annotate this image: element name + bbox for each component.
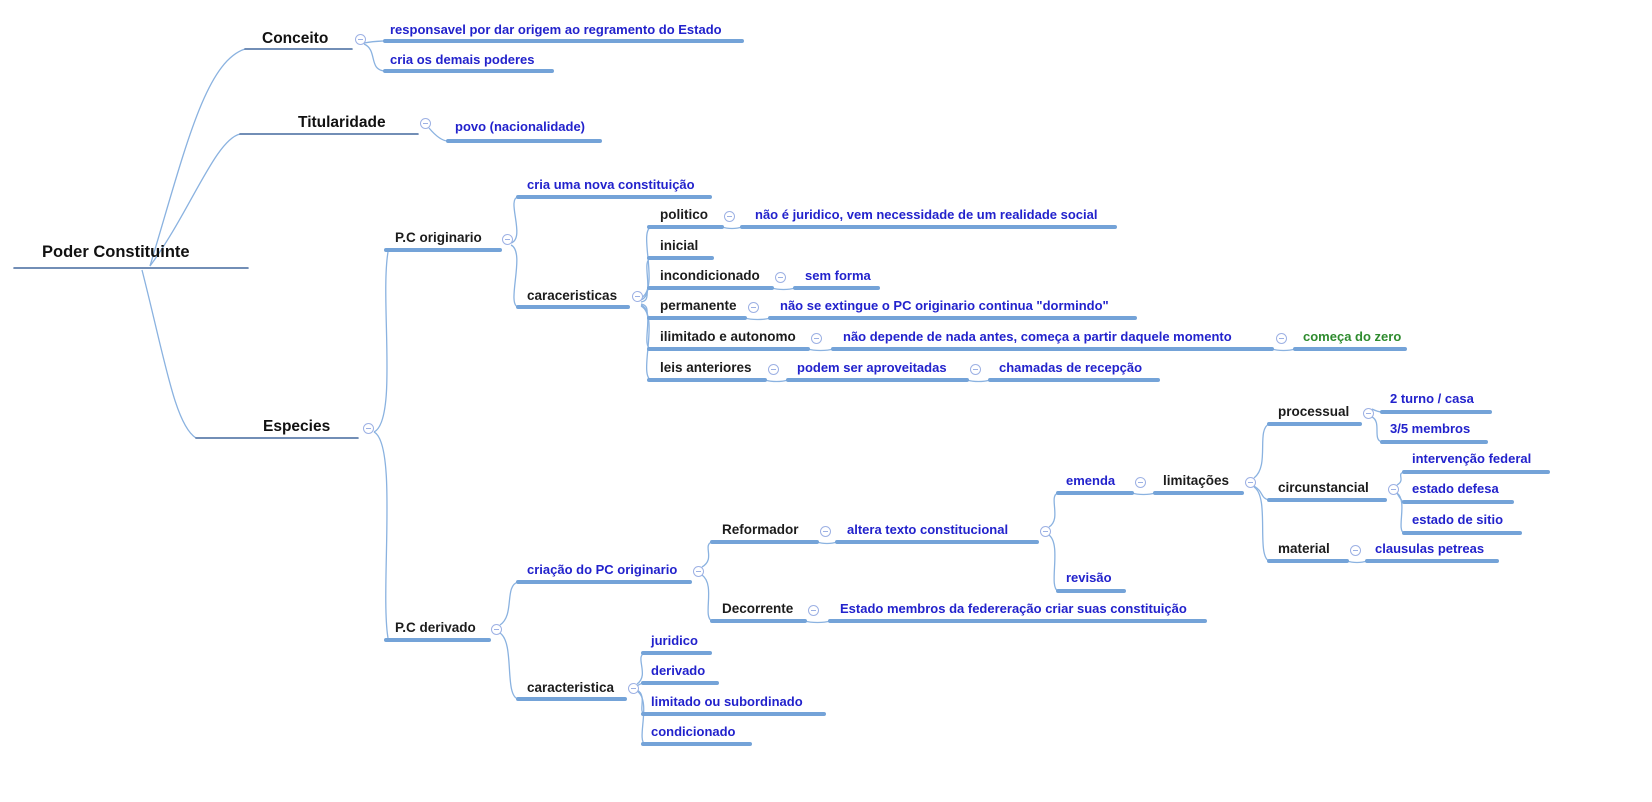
node-caracteristica[interactable]: caracteristica (527, 680, 615, 695)
collapse-icon[interactable] (1388, 484, 1399, 495)
node-povo[interactable]: povo (nacionalidade) (455, 119, 586, 134)
node-caraceristicas[interactable]: caraceristicas (527, 288, 618, 303)
node-decorrente[interactable]: Decorrente (722, 601, 794, 616)
collapse-icon[interactable] (628, 683, 639, 694)
collapse-icon[interactable] (1135, 477, 1146, 488)
node-conceito-resp[interactable]: responsavel por dar origem ao regramento do Estado (390, 22, 722, 37)
node-estado-de-sitio[interactable]: estado de sitio (1412, 512, 1504, 527)
collapse-icon[interactable] (693, 566, 704, 577)
collapse-icon[interactable] (420, 118, 431, 129)
node-politico-desc[interactable]: não é juridico, vem necessidade de um realidade social (755, 207, 1098, 222)
collapse-icon[interactable] (502, 234, 513, 245)
branch-curves (142, 41, 1404, 744)
node-titularidade[interactable]: Titularidade (298, 114, 386, 131)
node-decorrente-desc[interactable]: Estado membros da federeração criar suas constituição (840, 601, 1187, 616)
collapse-icon[interactable] (748, 302, 759, 313)
node-2-turno-casa[interactable]: 2 turno / casa (1390, 391, 1474, 406)
node-root[interactable]: Poder Constituinte (42, 243, 190, 261)
collapse-icon[interactable] (363, 423, 374, 434)
node-permanente-desc[interactable]: não se extingue o PC originario continua "dormindo" (780, 298, 1109, 313)
collapse-icon[interactable] (1040, 526, 1051, 537)
node-cria-nova-constituicao[interactable]: cria uma nova constituição (527, 177, 695, 192)
node-condicionado[interactable]: condicionado (651, 724, 736, 739)
node-ilimitado-desc[interactable]: não depende de nada antes, começa a partir daquele momento (843, 329, 1232, 344)
node-incondicionado[interactable]: incondicionado (660, 268, 760, 283)
node-ilimitado-autonomo[interactable]: ilimitado e autonomo (660, 329, 796, 344)
collapse-icon[interactable] (1363, 408, 1374, 419)
node-revisao[interactable]: revisão (1066, 570, 1112, 585)
collapse-icon[interactable] (808, 605, 819, 616)
node-conceito-cria-poderes[interactable]: cria os demais poderes (390, 52, 535, 67)
node-intervencao-federal[interactable]: intervenção federal (1412, 451, 1532, 466)
node-pc-originario[interactable]: P.C originario (395, 230, 482, 245)
node-clausulas-petreas[interactable]: clausulas petreas (1375, 541, 1485, 556)
collapse-icon[interactable] (970, 364, 981, 375)
collapse-icon[interactable] (491, 624, 502, 635)
collapse-icon[interactable] (1245, 477, 1256, 488)
node-pc-derivado[interactable]: P.C derivado (395, 620, 476, 635)
node-underlines (385, 41, 1548, 744)
collapse-icon[interactable] (1276, 333, 1287, 344)
collapse-icon[interactable] (775, 272, 786, 283)
node-especies[interactable]: Especies (263, 418, 331, 435)
node-juridico[interactable]: juridico (651, 633, 698, 648)
collapse-icon[interactable] (355, 34, 366, 45)
node-leis-anteriores[interactable]: leis anteriores (660, 360, 752, 375)
node-conceito[interactable]: Conceito (262, 30, 329, 47)
node-derivado[interactable]: derivado (651, 663, 706, 678)
node-processual[interactable]: processual (1278, 404, 1350, 419)
node-material[interactable]: material (1278, 541, 1330, 556)
node-35-membros[interactable]: 3/5 membros (1390, 421, 1471, 436)
node-estado-defesa[interactable]: estado defesa (1412, 481, 1499, 496)
node-criacao-pc-originario[interactable]: criação do PC originario (527, 562, 678, 577)
collapse-icon[interactable] (820, 526, 831, 537)
collapse-icon[interactable] (811, 333, 822, 344)
node-limitacoes[interactable]: limitações (1163, 473, 1230, 488)
node-politico[interactable]: politico (660, 207, 708, 222)
collapse-icon[interactable] (768, 364, 779, 375)
node-limitado-subordinado[interactable]: limitado ou subordinado (651, 694, 803, 709)
node-comeca-do-zero[interactable]: começa do zero (1303, 329, 1402, 344)
node-altera-texto[interactable]: altera texto constitucional (847, 522, 1009, 537)
node-podem-ser-aproveitadas[interactable]: podem ser aproveitadas (797, 360, 947, 375)
node-emenda[interactable]: emenda (1066, 473, 1116, 488)
node-reformador[interactable]: Reformador (722, 522, 799, 537)
node-sem-forma[interactable]: sem forma (805, 268, 871, 283)
node-chamadas-de-recepcao[interactable]: chamadas de recepção (999, 360, 1143, 375)
collapse-icon[interactable] (1350, 545, 1361, 556)
node-permanente[interactable]: permanente (660, 298, 737, 313)
node-inicial[interactable]: inicial (660, 238, 699, 253)
collapse-icon[interactable] (632, 291, 643, 302)
collapse-icon[interactable] (724, 211, 735, 222)
node-circunstancial[interactable]: circunstancial (1278, 480, 1369, 495)
